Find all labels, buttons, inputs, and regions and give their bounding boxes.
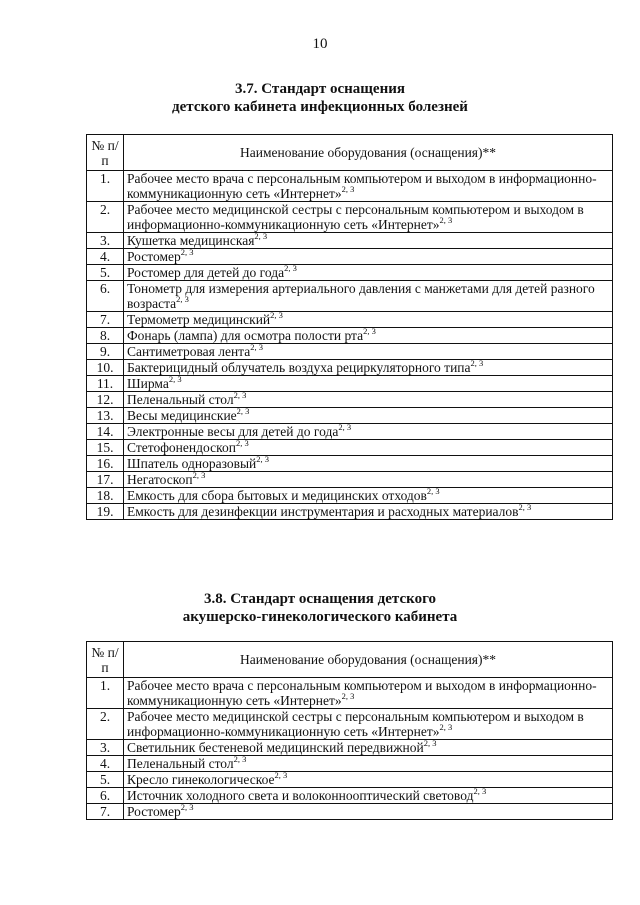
row-equipment-cell <box>124 740 613 756</box>
equipment-name: Шпатель одноразовый <box>127 456 257 471</box>
table-row <box>87 709 613 740</box>
row-number: 1. <box>87 171 124 202</box>
table-row <box>87 281 613 312</box>
section-1-title-line2: детского кабинета инфекционных болезней <box>172 99 468 115</box>
row-number: 11. <box>87 376 124 392</box>
equipment-name: Рабочее место медицинской сестры с персональным компьютером и выходом в информационно-коммуникационную сеть «Интернет» <box>127 202 584 232</box>
row-equipment-cell <box>124 202 613 233</box>
footnote-ref: 2, 3 <box>341 184 355 194</box>
row-number: 3. <box>87 740 124 756</box>
section-1-title <box>0 80 640 116</box>
equipment-name: Емкость для сбора бытовых и медицинских отходов <box>127 488 427 503</box>
section-2-table-body <box>87 678 613 820</box>
page-number: 10 <box>312 36 328 52</box>
row-equipment-cell <box>124 408 613 424</box>
footnote-ref: 2, 3 <box>426 486 440 496</box>
table-row <box>87 344 613 360</box>
row-number: 3. <box>87 233 124 249</box>
table-row <box>87 392 613 408</box>
section-1-equipment-table <box>86 134 613 520</box>
table-row <box>87 202 613 233</box>
footnote-ref: 2, 3 <box>256 454 270 464</box>
footnote-ref: 2, 3 <box>235 438 249 448</box>
table-row <box>87 249 613 265</box>
header-name: Наименование оборудования (оснащения)** <box>124 135 613 171</box>
table-header-row <box>87 642 613 678</box>
section-1-title-line1: 3.7. Стандарт оснащения <box>235 81 405 97</box>
equipment-name: Ростомер для детей до года <box>127 265 285 280</box>
equipment-name: Ширма <box>127 376 169 391</box>
footnote-ref: 2, 3 <box>274 770 288 780</box>
footnote-ref: 2, 3 <box>254 231 268 241</box>
row-equipment-cell <box>124 249 613 265</box>
table-row <box>87 772 613 788</box>
footnote-ref: 2, 3 <box>363 326 376 336</box>
row-equipment-cell <box>124 440 613 456</box>
row-equipment-cell <box>124 265 613 281</box>
row-equipment-cell <box>124 804 613 820</box>
equipment-name: Негатоскоп <box>127 472 193 487</box>
row-number: 16. <box>87 456 124 472</box>
row-equipment-cell <box>124 788 613 804</box>
row-number: 1. <box>87 678 124 709</box>
row-equipment-cell <box>124 756 613 772</box>
table-row <box>87 376 613 392</box>
table-row <box>87 360 613 376</box>
table-row <box>87 171 613 202</box>
table-row <box>87 440 613 456</box>
row-number: 7. <box>87 804 124 820</box>
table-row <box>87 678 613 709</box>
row-number: 13. <box>87 408 124 424</box>
footnote-ref: 2, 3 <box>270 310 283 320</box>
footnote-ref: 2, 3 <box>341 691 355 701</box>
table-row <box>87 740 613 756</box>
row-number: 2. <box>87 202 124 233</box>
table-row <box>87 456 613 472</box>
footnote-ref: 2, 3 <box>518 502 532 512</box>
row-number: 9. <box>87 344 124 360</box>
row-number: 17. <box>87 472 124 488</box>
equipment-name: Весы медицинские <box>127 408 237 423</box>
row-equipment-cell <box>124 472 613 488</box>
row-number: 5. <box>87 265 124 281</box>
row-equipment-cell <box>124 281 613 312</box>
equipment-name: Фонарь (лампа) для осмотра полости рта <box>127 328 364 343</box>
table-row <box>87 504 613 520</box>
section-2-title-line2: акушерско-гинекологического кабинета <box>182 609 458 625</box>
footnote-ref: 2, 3 <box>168 374 182 384</box>
table-row <box>87 265 613 281</box>
equipment-name: Сантиметровая лента <box>127 344 251 359</box>
table-row <box>87 312 613 328</box>
row-equipment-cell <box>124 392 613 408</box>
footnote-ref: 2, 3 <box>233 754 247 764</box>
row-equipment-cell <box>124 360 613 376</box>
table-header-row <box>87 135 613 171</box>
row-number: 18. <box>87 488 124 504</box>
table-row <box>87 756 613 772</box>
row-number: 5. <box>87 772 124 788</box>
equipment-name: Кушетка медицинская <box>127 233 255 248</box>
row-number: 6. <box>87 281 124 312</box>
row-equipment-cell <box>124 504 613 520</box>
row-number: 15. <box>87 440 124 456</box>
equipment-name: Стетофонендоскоп <box>127 440 236 455</box>
table-row <box>87 424 613 440</box>
equipment-name: Пеленальный стол <box>127 392 234 407</box>
footnote-ref: 2, 3 <box>470 358 484 368</box>
footnote-ref: 2, 3 <box>233 390 247 400</box>
row-number: 14. <box>87 424 124 440</box>
footnote-ref: 2, 3 <box>284 263 297 273</box>
footnote-ref: 2, 3 <box>192 470 206 480</box>
table-row <box>87 804 613 820</box>
footnote-ref: 2, 3 <box>236 406 250 416</box>
row-number: 8. <box>87 328 124 344</box>
equipment-name: Тонометр для измерения артериального давления с манжетами для детей разного возраста <box>127 281 595 311</box>
row-equipment-cell <box>124 328 613 344</box>
row-number: 19. <box>87 504 124 520</box>
row-number: 7. <box>87 312 124 328</box>
footnote-ref: 2, 3 <box>250 342 263 352</box>
row-equipment-cell <box>124 171 613 202</box>
table-row <box>87 472 613 488</box>
equipment-name: Источник холодного света и волоконнооптический световод <box>127 788 474 803</box>
footnote-ref: 2, 3 <box>439 722 453 732</box>
row-equipment-cell <box>124 772 613 788</box>
equipment-name: Термометр медицинский <box>127 312 271 327</box>
row-equipment-cell <box>124 344 613 360</box>
row-number: 12. <box>87 392 124 408</box>
equipment-name: Рабочее место медицинской сестры с персональным компьютером и выходом в информационно-коммуникационную сеть «Интернет» <box>127 709 584 739</box>
footnote-ref: 2, 3 <box>338 422 352 432</box>
header-num: № п/п <box>87 642 124 678</box>
row-equipment-cell <box>124 678 613 709</box>
section-2-equipment-table <box>86 641 613 820</box>
row-number: 6. <box>87 788 124 804</box>
table-row <box>87 233 613 249</box>
footnote-ref: 2, 3 <box>473 786 487 796</box>
footnote-ref: 2, 3 <box>423 738 437 748</box>
equipment-name: Светильник бестеневой медицинский передвижной <box>127 740 424 755</box>
section-2-title-line1: 3.8. Стандарт оснащения детского <box>203 591 437 607</box>
row-number: 10. <box>87 360 124 376</box>
equipment-name: Емкость для дезинфекции инструментария и расходных материалов <box>127 504 519 519</box>
equipment-name: Рабочее место врача с персональным компьютером и выходом в информационно-коммуникационную сеть «Интернет» <box>127 171 597 201</box>
equipment-name: Пеленальный стол <box>127 756 234 771</box>
section-1-table-body <box>87 171 613 520</box>
footnote-ref: 2, 3 <box>180 247 194 257</box>
table-row <box>87 328 613 344</box>
table-row <box>87 488 613 504</box>
header-num: № п/п <box>87 135 124 171</box>
equipment-name: Ростомер <box>127 249 181 264</box>
row-number: 4. <box>87 756 124 772</box>
section-2-title <box>0 590 640 626</box>
row-number: 2. <box>87 709 124 740</box>
row-equipment-cell <box>124 376 613 392</box>
footnote-ref: 2, 3 <box>180 802 194 812</box>
equipment-name: Рабочее место врача с персональным компьютером и выходом в информационно-коммуникационную сеть «Интернет» <box>127 678 597 708</box>
row-number: 4. <box>87 249 124 265</box>
equipment-name: Ростомер <box>127 804 181 819</box>
row-equipment-cell <box>124 424 613 440</box>
row-equipment-cell <box>124 233 613 249</box>
footnote-ref: 2, 3 <box>176 294 189 304</box>
table-row <box>87 788 613 804</box>
footnote-ref: 2, 3 <box>439 215 453 225</box>
header-name: Наименование оборудования (оснащения)** <box>124 642 613 678</box>
row-equipment-cell <box>124 488 613 504</box>
equipment-name: Бактерицидный облучатель воздуха рециркуляторного типа <box>127 360 471 375</box>
equipment-name: Кресло гинекологическое <box>127 772 275 787</box>
equipment-name: Электронные весы для детей до года <box>127 424 339 439</box>
row-equipment-cell <box>124 709 613 740</box>
